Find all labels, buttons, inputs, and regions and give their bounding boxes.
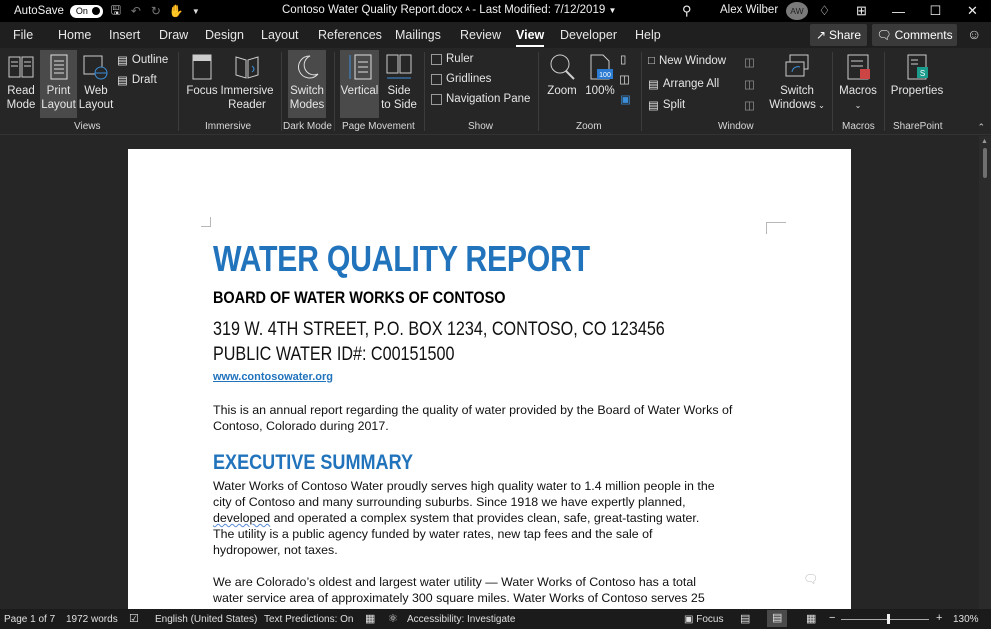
save-icon[interactable]: 🖫 (110, 2, 121, 17)
new-window-icon: □ (648, 55, 655, 67)
ruler-label: Ruler (446, 53, 474, 65)
split-label: Split (662, 99, 686, 111)
diamond-icon[interactable]: ♢ (818, 3, 831, 18)
exec-line-1: Water Works of Contoso Water proudly serves high quality water to 1.4 million people in the (213, 479, 715, 493)
zoom-button[interactable] (543, 52, 581, 116)
close-icon[interactable]: ✕ (967, 3, 978, 18)
zoom-100-badge: 100 (599, 72, 611, 79)
web-layout-label-2: Layout (78, 99, 114, 111)
doc-website-link[interactable]: www.contosowater.org (213, 371, 333, 383)
switch-windows-label-1: Switch (780, 85, 814, 97)
new-window-label: New Window (658, 55, 727, 67)
reset-window-position-button[interactable] (744, 98, 755, 112)
comments-button[interactable] (872, 24, 957, 46)
macros-icon (843, 52, 873, 82)
undo-icon[interactable]: ↶ (130, 4, 141, 18)
arrange-all-icon: ▤ (648, 79, 659, 91)
outline-icon: ▤ (117, 55, 128, 67)
user-name[interactable]: Alex Wilber (720, 4, 779, 16)
quick-access-dropdown-icon[interactable]: ▼ (191, 6, 200, 16)
navigation-pane-check[interactable] (431, 94, 442, 105)
exec-summary-para (213, 478, 768, 558)
tab-home[interactable]: Home (58, 28, 92, 42)
zoom-in-icon[interactable]: + (936, 612, 943, 624)
ribbon-tabs (0, 22, 991, 48)
web-layout-view-icon[interactable]: ▦ (806, 613, 817, 625)
macros-group-label: Macros (842, 121, 875, 132)
autosave-state: On (75, 6, 88, 16)
comments-label: Comments (894, 28, 953, 42)
tab-design[interactable]: Design (205, 28, 244, 42)
text-predictions[interactable]: Text Predictions: On (264, 614, 354, 625)
tab-layout[interactable]: Layout (261, 28, 299, 42)
title-bar (0, 0, 991, 22)
zoom-group-label: Zoom (576, 121, 602, 132)
show-group-label: Show (468, 121, 494, 132)
page-count[interactable]: Page 1 of 7 (4, 614, 56, 625)
immersive-reader-icon (232, 52, 262, 82)
exec-line-5: hydropower, not taxes. (213, 543, 338, 557)
switch-windows-label-2: Windows (769, 99, 816, 111)
exec-line-4: The utility is a public agency funded by water rates, new tap fees and the sale of (213, 527, 653, 541)
one-page-icon: ▯ (620, 54, 627, 66)
read-mode-view-icon[interactable]: ▤ (740, 613, 751, 625)
reset-window-icon: ◫ (744, 100, 755, 112)
share-label: Share (829, 28, 862, 42)
ruler-check[interactable] (431, 54, 442, 65)
navigation-pane-checkbox[interactable] (431, 93, 530, 105)
arrange-all-label: Arrange All (662, 78, 720, 90)
zoom-label: Zoom (547, 85, 577, 97)
split-icon: ▤ (648, 100, 659, 112)
scroll-thumb[interactable] (983, 148, 987, 178)
avatar[interactable]: AW (786, 2, 808, 20)
comment-marker-icon[interactable]: 🗨 (803, 572, 819, 586)
print-layout-label-1: Print (46, 85, 71, 97)
language[interactable]: English (United States) (155, 614, 258, 625)
para2-line-1: We are Colorado’s oldest and largest water utility — Water Works of Contoso has a total (213, 575, 696, 589)
multiple-pages-icon: ◫ (619, 74, 630, 86)
redo-icon[interactable]: ↻ (150, 4, 161, 18)
doc-intro: This is an annual report regarding the quality of water provided by the Board of Water Works of Contoso, Colorado during 2017. (213, 403, 733, 433)
views-group-label: Views (74, 121, 101, 132)
immersive-group-label: Immersive (205, 121, 252, 132)
collapse-ribbon-icon[interactable]: ⌃ (977, 122, 985, 132)
doc-org: BOARD OF WATER WORKS OF CONTOSO (213, 288, 506, 307)
sync-scroll-icon: ◫ (744, 79, 755, 91)
macros-label: Macros (839, 85, 877, 97)
web-layout-label-1: Web (84, 85, 108, 97)
properties-label: Properties (890, 85, 944, 97)
focus-mode-button[interactable] (684, 614, 723, 625)
title-dropdown-icon[interactable]: ▼ (608, 6, 617, 15)
touch-mode-icon[interactable]: ✋ (168, 4, 184, 18)
magnifier-icon (547, 52, 577, 82)
proofing-icon[interactable]: ☑ (129, 613, 139, 625)
document-canvas[interactable] (0, 136, 991, 609)
zoom-out-icon[interactable]: − (829, 612, 836, 624)
focus-mode-label: Focus (696, 614, 724, 625)
minimize-icon[interactable]: — (892, 3, 905, 19)
print-layout-view-icon[interactable]: ▤ (767, 610, 787, 627)
autosave-label: AutoSave (14, 5, 64, 17)
moon-icon (292, 52, 322, 82)
draft-icon: ▤ (117, 75, 128, 87)
page-movement-group-label: Page Movement (342, 121, 415, 132)
immersive-reader-label-1: Immersive (220, 85, 274, 97)
exec-summary-heading: EXECUTIVE SUMMARY (213, 451, 414, 474)
status-bar (0, 609, 991, 629)
accessibility-icon[interactable]: ⚛ (388, 613, 398, 625)
accessibility-status[interactable]: Accessibility: Investigate (407, 614, 516, 625)
side-to-side-label-1: Side (387, 85, 411, 97)
tab-review[interactable]: Review (460, 28, 501, 42)
zoom-100-label: 100% (585, 85, 615, 97)
side-to-side-icon (384, 52, 414, 82)
maximize-icon[interactable]: ☐ (929, 3, 942, 18)
read-mode-button[interactable] (2, 52, 40, 116)
zoom-level[interactable]: 130% (953, 614, 979, 625)
zoom-slider[interactable] (841, 619, 929, 620)
zoom-100-icon (585, 52, 615, 82)
zoom-100-button[interactable] (583, 52, 617, 116)
document-title: Contoso Water Quality Report.docx (282, 4, 463, 16)
read-mode-icon (6, 52, 36, 82)
immersive-reader-button[interactable] (220, 52, 274, 116)
side-to-side-button[interactable] (380, 52, 418, 116)
focus-mode-icon: ▣ (684, 614, 694, 625)
gridlines-check[interactable] (431, 74, 442, 85)
side-by-side-icon: ◫ (744, 57, 755, 69)
gridlines-checkbox[interactable] (431, 73, 491, 85)
properties-button[interactable] (889, 52, 945, 116)
outline-button[interactable] (117, 53, 168, 67)
print-layout-icon (44, 52, 74, 82)
document-title-area[interactable]: Contoso Water Quality Report.docx ᴬ - Last Modified: 7/12/2019 ▼ (282, 4, 617, 16)
vertical-button[interactable] (340, 50, 379, 118)
page-width-icon: ▣ (620, 94, 631, 106)
focus-label: Focus (186, 85, 218, 97)
draft-button[interactable] (117, 73, 157, 87)
last-modified: Last Modified: 7/12/2019 (479, 4, 606, 16)
document-page[interactable] (128, 149, 851, 609)
tab-insert[interactable]: Insert (109, 28, 141, 42)
para2-line-2: water service area of approximately 300 square miles. Water Works of Contoso serves 25 (213, 591, 705, 605)
outline-label: Outline (131, 54, 169, 66)
immersive-reader-label-2: Reader (228, 99, 266, 111)
tab-file[interactable]: File (13, 28, 34, 42)
gridlines-label: Gridlines (446, 73, 492, 85)
web-layout-button[interactable] (78, 52, 114, 116)
tab-mailings[interactable]: Mailings (395, 28, 441, 42)
tab-references[interactable]: References (318, 28, 382, 42)
window-group-label: Window (718, 121, 754, 132)
scroll-up-icon[interactable]: ▲ (981, 138, 988, 145)
switch-windows-button[interactable]: Switch Windows ⌄ (767, 52, 827, 116)
exec-line-3: and operated a complex system that provides clean, safe, great-tasting water. (273, 511, 700, 525)
doc-address: 319 W. 4TH STREET, P.O. BOX 1234, CONTOSO, CO 123456 (213, 319, 665, 340)
saved-icon: ᴬ (465, 5, 473, 15)
crop-mark-left (201, 217, 211, 227)
synchronous-scrolling-button[interactable] (744, 77, 755, 91)
zoom-slider-thumb[interactable] (887, 614, 890, 624)
properties-icon (902, 52, 932, 82)
ruler-checkbox[interactable] (431, 53, 473, 65)
second-para (213, 574, 768, 606)
navigation-pane-label: Navigation Pane (446, 93, 531, 105)
autosave-toggle[interactable] (70, 5, 103, 18)
macros-button[interactable]: Macros ⌄ (836, 52, 880, 116)
share-button[interactable] (810, 24, 867, 46)
spelling-flagged-word[interactable]: developed (213, 511, 271, 525)
doc-title: WATER QUALITY REPORT (213, 238, 590, 279)
search-icon[interactable]: ⚲ (682, 3, 692, 18)
read-mode-label-2: Mode (6, 99, 36, 111)
crop-mark-right (766, 222, 786, 234)
macro-recording-icon[interactable]: ▦ (365, 613, 376, 625)
vertical-scrollbar[interactable] (979, 136, 991, 609)
tab-draw[interactable]: Draw (159, 28, 189, 42)
tab-view[interactable]: View (516, 28, 545, 42)
multiple-pages-button[interactable] (619, 72, 630, 86)
switch-windows-icon (782, 52, 812, 82)
ribbon-display-icon[interactable]: ⊞ (856, 3, 867, 18)
web-layout-icon (81, 52, 111, 82)
switch-modes-label-2: Modes (289, 99, 325, 111)
split-button[interactable] (648, 98, 685, 112)
doc-water-id: PUBLIC WATER ID#: C00151500 (213, 344, 455, 365)
side-to-side-label-2: to Side (381, 99, 417, 111)
draft-label: Draft (131, 74, 157, 86)
switch-modes-button[interactable] (288, 50, 326, 118)
exec-line-2: city of Contoso and many surrounding suburbs. Since 1918 we have expertly planned, (213, 495, 686, 509)
tab-help[interactable]: Help (635, 28, 661, 42)
vertical-label: Vertical (340, 85, 379, 97)
read-mode-label-1: Read (7, 85, 35, 97)
word-count[interactable]: 1972 words (66, 614, 118, 625)
print-layout-button[interactable] (40, 50, 77, 118)
switch-modes-label-1: Switch (290, 85, 324, 97)
comment-icon: 🗨 (876, 28, 892, 42)
feedback-smiley-icon[interactable]: ☺ (967, 26, 982, 42)
one-page-button[interactable] (620, 52, 626, 66)
focus-button[interactable] (185, 52, 219, 116)
dark-mode-group-label: Dark Mode (283, 121, 332, 132)
svg-text:S: S (919, 69, 926, 78)
page-width-button[interactable] (620, 92, 631, 106)
arrange-all-button[interactable] (648, 77, 719, 91)
focus-icon (187, 52, 217, 82)
vertical-scroll-icon (345, 52, 375, 82)
share-icon: ↗ (815, 28, 827, 42)
new-window-button[interactable] (648, 55, 726, 67)
sharepoint-group-label: SharePoint (893, 121, 943, 132)
ribbon-view (0, 48, 991, 135)
view-side-by-side-button[interactable] (744, 55, 755, 69)
print-layout-label-2: Layout (41, 99, 76, 111)
tab-developer[interactable]: Developer (560, 28, 617, 42)
